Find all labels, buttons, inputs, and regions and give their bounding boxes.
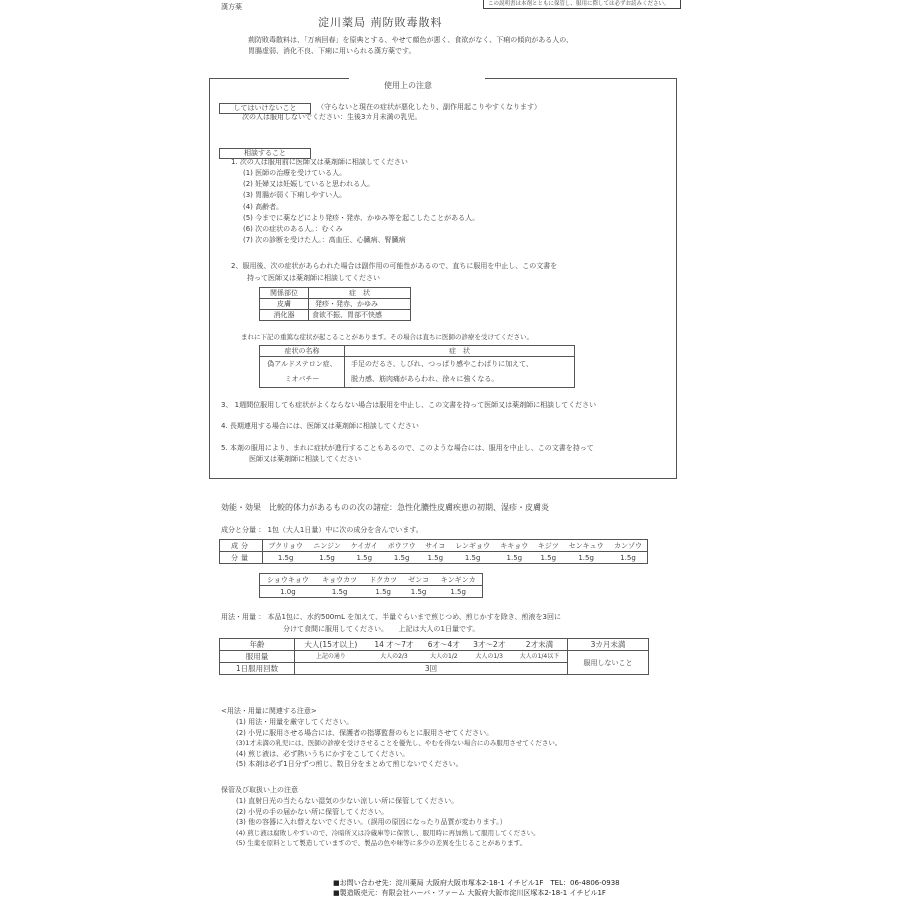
ingredient-name: キョウカツ (316, 574, 364, 586)
dont-text: 次の人は服用しないでください：生後3カ月未満の乳児。 (242, 113, 422, 121)
age-value: 6才～4才 (421, 639, 466, 651)
age-value: 大人(15才以上) (295, 639, 367, 651)
ingredient-name: ニンジン (308, 540, 346, 552)
side-effect-symptom: 発疹・発赤、かゆみ (309, 299, 411, 310)
ingredient-amount-label: 分量 (220, 552, 263, 564)
amount-value: 大人の1/2 (421, 651, 466, 663)
consult-subitem: (2) 妊婦又は妊娠していると思われる人。 (243, 180, 375, 189)
consult-item3: 3、 1週間位服用しても症状がよくならない場合は服用を中止し、この文書を持って医師又は薬剤師に相談してください (221, 401, 597, 409)
ingredient-amount: 1.5g (308, 552, 346, 564)
storage-note: (1) 直射日光の当たらない湿気の少ない涼しい所に保管してください。 (236, 797, 459, 805)
consult-item5-line1: 5. 本剤の服用により、まれに症状が進行することもあるので、このような場合には、服用を中止し、この文書を持って (221, 444, 594, 452)
consult-item1-heading: 1. 次の人は服用前に医師又は薬剤師に相談してください (231, 158, 408, 166)
dont-note: （守らないと現在の症状が悪化したり、副作用起こりやすくなります） (317, 103, 541, 111)
rare-symptom: 脱力感、筋肉痛があらわれ、徐々に強くなる。 (351, 375, 499, 383)
rare-header-name: 症状の名称 (260, 346, 345, 357)
age-label: 年齢 (220, 639, 295, 651)
caution-title: 使用上の注意 (384, 81, 432, 90)
contact-info: ■お問い合わせ先：淀川薬局 大阪府大阪市塚本2-18-1 イチビル1F TEL：06-4806-0938 (333, 879, 620, 887)
ingredient-amount: 1.5g (421, 552, 450, 564)
consult-label: 相談すること (219, 148, 311, 159)
amount-value: 上記の通り (295, 651, 367, 663)
ingredient-amount: 1.5g (563, 552, 609, 564)
times-label: 1日服用回数 (220, 663, 295, 675)
amount-value: 大人の1/3 (467, 651, 512, 663)
ingredient-amount: 1.5g (316, 586, 364, 598)
storage-note: (2) 小児の手の届かない所に保管してください。 (236, 807, 389, 816)
ingredient-amount: 1.5g (346, 552, 383, 564)
ingredient-amount: 1.5g (383, 552, 421, 564)
ingredient-amount: 1.5g (263, 552, 309, 564)
dosage-note: (2) 小児に服用させる場合には、保護者の指導監督のもとに服用させてください。 (236, 728, 494, 737)
intro-line-2: 胃腸虚弱、消化不良、下痢に用いられる漢方薬です。 (248, 47, 416, 55)
ingredient-amount: 1.0g (260, 586, 316, 598)
side-effect-header-symptom: 症 状 (309, 288, 411, 299)
side-effect-part: 皮膚 (260, 299, 309, 310)
ingredient-name: ブクリョウ (263, 540, 309, 552)
ingredient-name: キンギンカ (434, 574, 482, 586)
dosage-note: (3)1才未満の乳児には、医師の診療を受けさせることを優先し、やむを得ない場合にのみ服用させてください。 (236, 739, 562, 747)
consult-item5-line2: 医師又は薬剤師に相談してください (249, 455, 361, 463)
ingredient-name: ドクカツ (363, 574, 402, 586)
storage-note: (3) 他の容器に入れ替えないでください。（誤用の原因になったり品質が変わります。） (236, 818, 507, 826)
dosage-line-1: 用法・用量 ： 本品1包に、水約500mL を加えて、半量ぐらいまで煎じつめ、煎じかすを除き、煎液を3回に (221, 613, 561, 621)
keep-notice: この説明書は本剤とともに保管し、服用に際しては必ずお読みください。 (483, 0, 681, 9)
ingredient-amount: 1.5g (434, 586, 482, 598)
rare-name: ミオパチー (284, 375, 320, 383)
ingredient-name: センキュウ (563, 540, 609, 552)
storage-title: 保管及び取扱い上の注意 (221, 786, 298, 794)
consult-subitem: (4) 高齢者。 (243, 202, 284, 211)
ingredient-name: ショウキョウ (260, 574, 316, 586)
ingredient-name: カンゾウ (609, 540, 648, 552)
dont-label: してはいけないこと (219, 103, 311, 114)
efficacy-text: 効能・効果 比較的体力があるものの次の諸症：急性化膿性皮膚疾患の初期、湿疹・皮膚炎 (221, 503, 549, 512)
intro-line-1: 荊防敗毒散料は、「万病回春」を原典とする、やせて顔色が悪く、食欲がなく、下痢の傾向がある人の、 (248, 36, 573, 44)
ingredient-name: レンギョウ (450, 540, 496, 552)
rare-side-effect-table (259, 345, 575, 388)
maker-info: ■製造販売元：有限会社ハーバ・ファーム 大阪府大阪市淀川区塚本2-18-1 イチビル1F (333, 889, 606, 897)
consult-item2-line2: 持って医師又は薬剤師に相談してください (247, 274, 380, 282)
rare-header-symptom: 症 状 (345, 346, 575, 357)
side-effect-symptom: 食欲不振、胃部不快感 (309, 310, 411, 321)
ingredient-name: ゼンコ (403, 574, 434, 586)
age-value: 3カ月未満 (568, 639, 649, 651)
ingredients-table-2 (259, 573, 483, 598)
age-value: 3才～2才 (467, 639, 512, 651)
storage-note: (5) 生薬を原料として製造していますので、製品の色や味等に多少の差異を生じることがあります。 (236, 839, 527, 847)
age-value: 2才未満 (512, 639, 568, 651)
ingredients-table (219, 539, 648, 564)
storage-note: (4) 煎じ液は腐敗しやすいので、冷暗所又は冷蔵庫等に保管し、服用時に再加熱して服用してください。 (236, 828, 540, 837)
side-effect-part: 消化器 (260, 310, 309, 321)
not-use-cell: 服用しないこと (568, 651, 649, 675)
ingredients-intro: 成分と分量 ： 1包（大人1日量）中に次の成分を含んでいます。 (221, 526, 423, 534)
consult-item4: 4. 長期連用する場合には、医師又は薬剤師に相談してください (221, 422, 419, 430)
times-value: 3回 (295, 663, 568, 675)
category-label: 漢方薬 (221, 3, 242, 11)
consult-subitem: (3) 胃腸が弱く下痢しやすい人。 (243, 191, 347, 200)
ingredient-amount: 1.5g (363, 586, 402, 598)
ingredient-name-label: 成分 (220, 540, 263, 552)
dosage-note: (5) 本剤は必ず1日分ずつ煎じ、数日分をまとめて煎じないでください。 (236, 760, 463, 768)
amount-value: 大人の2/3 (367, 651, 421, 663)
document-title: 淀川薬局 荊防敗毒散料 (318, 16, 443, 29)
ingredient-name: ボウフウ (383, 540, 421, 552)
rare-name: 偽アルドステロン症、 (267, 360, 337, 368)
dosage-line-2: 分けて食間に服用してください。 上記は大人の1日量です。 (283, 625, 480, 633)
ingredient-name: キジツ (533, 540, 563, 552)
amount-value: 大人の1/4以下 (512, 651, 568, 663)
side-effect-table (259, 287, 411, 321)
consult-subitem: (6) 次の症状のある人。：むくみ (243, 224, 343, 233)
amount-label: 服用量 (220, 651, 295, 663)
age-value: 14 才～7才 (367, 639, 421, 651)
consult-subitem: (1) 医師の治療を受けている人。 (243, 169, 347, 177)
ingredient-amount: 1.5g (533, 552, 563, 564)
side-effect-header-part: 関係部位 (260, 288, 309, 299)
dosage-note: (1) 用法・用量を厳守してください。 (236, 718, 354, 726)
ingredient-amount: 1.5g (403, 586, 434, 598)
ingredient-name: サイコ (421, 540, 450, 552)
ingredient-amount: 1.5g (450, 552, 496, 564)
dosage-notes-title: <用法・用量に関連する注意> (221, 707, 317, 715)
rare-note: まれに下記の重篤な症状が起こることがあります。その場合は直ちに医師の診療を受けてください。 (241, 333, 533, 341)
consult-item2-line1: 2、服用後、次の症状があらわれた場合は副作用の可能性があるので、直ちに服用を中止し、この文書を (231, 262, 558, 270)
ingredient-name: キキョウ (495, 540, 533, 552)
ingredient-name: ケイガイ (346, 540, 383, 552)
dosage-note: (4) 煎じ液は、必ず熱いうちにかすをこしてください。 (236, 749, 410, 758)
ingredient-amount: 1.5g (495, 552, 533, 564)
consult-subitem: (5) 今までに薬などにより発疹・発赤、かゆみ等を起こしたことがある人。 (243, 213, 480, 222)
rare-symptom: 手足のだるさ、しびれ、つっぱり感やこわばりに加えて、 (351, 360, 533, 368)
ingredient-amount: 1.5g (609, 552, 648, 564)
dosage-table (219, 638, 649, 675)
consult-subitem: (7) 次の診断を受けた人。：高血圧、心臓病、腎臓病 (243, 236, 406, 245)
